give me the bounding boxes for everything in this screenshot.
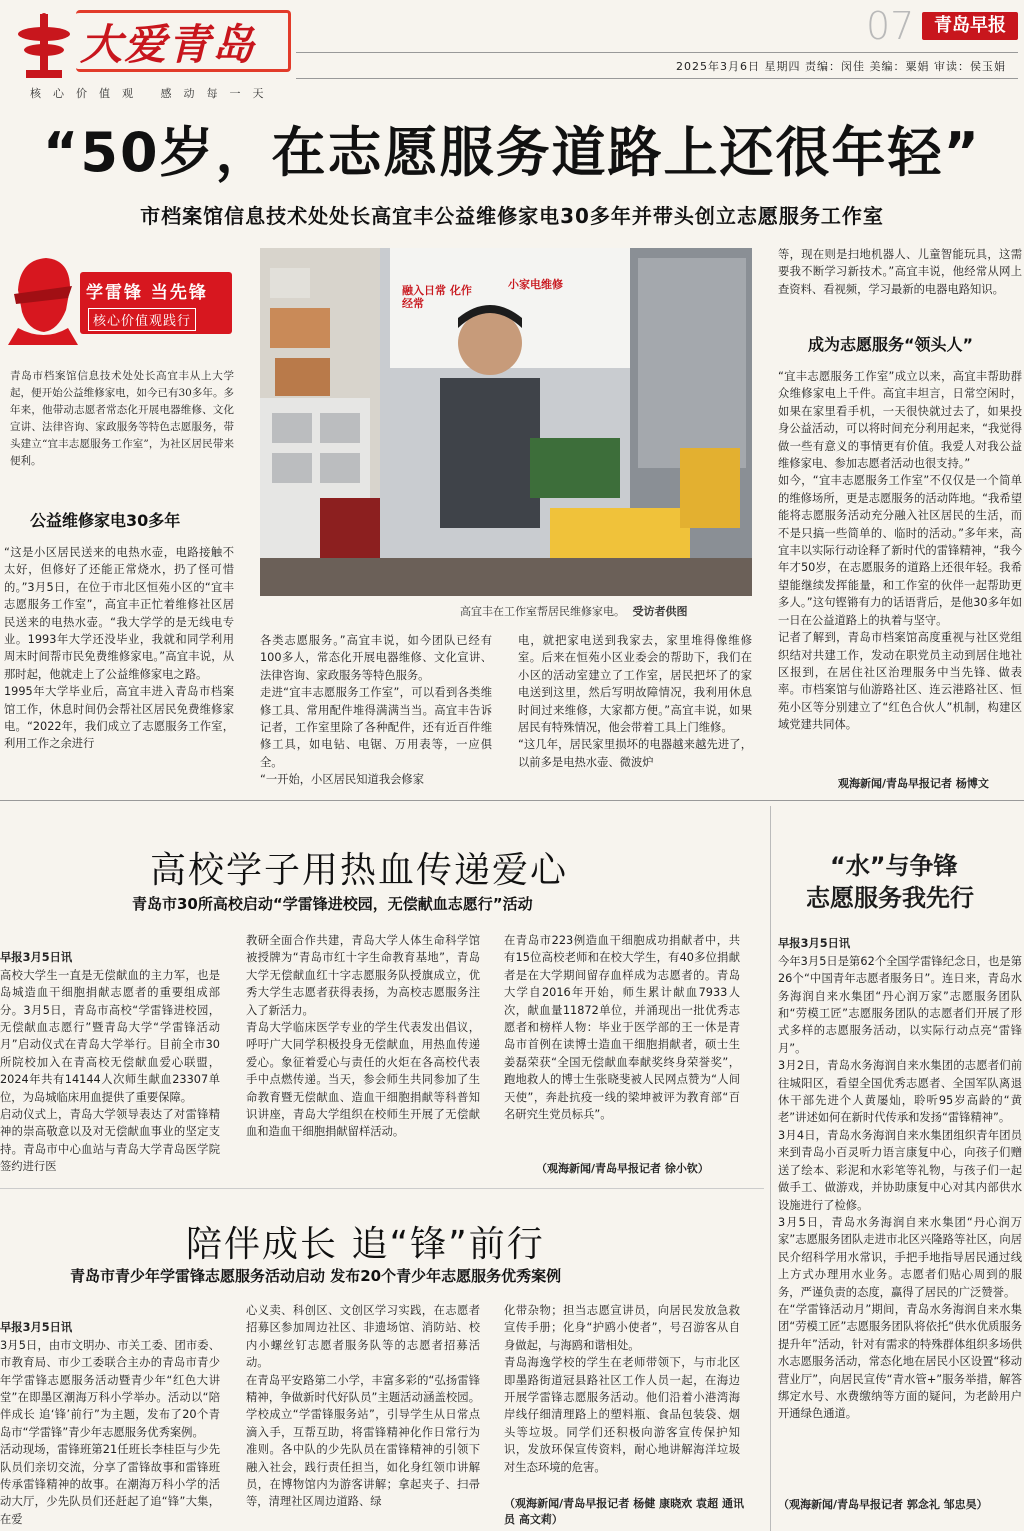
article-divider (0, 1188, 764, 1189)
main-byline: 观海新闻/青岛早报记者 杨博文 (838, 777, 989, 790)
main-column-3: 电，就把家电送到我家去，家里堆得像维修室。后来在恒苑小区业委会的帮助下，我们在小区的活动室建立了工作室，居民把坏了的家电送到这里，然后写明故障情况，我利用休息时间过来维修，大家都方便。”高宜丰说，如果居民有特殊情况，他会带着工具上门维修。 “这几年，居民家里损坏的电器越来越先进了，以前多是电热水壶、微波炉 (518, 634, 752, 769)
photo-sign-left: 融入日常 化作经常 (402, 284, 472, 310)
header-rule (296, 52, 1018, 53)
paper-logo: 青岛早报 (922, 12, 1018, 40)
article2-column-1 (0, 932, 220, 1176)
section-heading-2: 成为志愿服务“领头人” (808, 335, 974, 354)
main-column-1: “这是小区居民送来的电热水壶，电路接触不太好，但修好了还能正常烧水，扔了怪可惜的。”3月5日，在位于市北区恒苑小区的“宜丰志愿服务工作室”，高宜丰正忙着维修社区居民送来的电热水壶。“我大学学的是无线电专业。1993年大学还没毕业，我就和同学利用周末时间帮市民免费维修家电。”高宜丰说，从那时起，他就走上了公益维修家电之路。 1995年大学毕业后，高宜丰进入青岛市档案馆工作，休息时间仍会帮社区居民免费维修家电。“2022年，我们成立了志愿服务工作室，利用工作之余进行 (4, 546, 234, 751)
caption-credit: 受访者供图 (632, 605, 688, 618)
article3-subtitle: 青岛市青少年学雷锋志愿服务活动启动 发布20个青少年志愿服务优秀案例 (70, 1267, 562, 1285)
main-column-2: 各类志愿服务。”高宜丰说，如今团队已经有100多人，常态化开展电器维修、文化宣讲、法律咨询、家政服务等特色服务。 走进“宜丰志愿服务工作室”，可以看到各类维修工具、常用配件堆得满满当当。高宜丰告诉记者，工作室里除了各种配件，还有近百件维修工具，如电钻、电锯、万用表等，一应俱全。 “一开始，小区居民知道我会修家 (260, 634, 492, 787)
article2-lead: 早报3月5日讯 (0, 951, 73, 965)
article4-byline: （观海新闻/青岛早报记者 郭念礼 邹忠昊） (778, 1498, 988, 1511)
page-number: 07 (866, 4, 915, 48)
lei-feng-portrait-icon (8, 250, 78, 345)
section-divider (0, 800, 1024, 801)
article2-column-2: 教研全面合作共建，青岛大学人体生命科学馆被授牌为“青岛市红十字生命教育基地”，青岛大学无偿献血红十字志愿服务队授旗成立，优秀大学生志愿者获得表扬，为高校志愿服务注入了新活力。 青岛大学临床医学专业的学生代表发出倡议，呼吁广大同学积极投身无偿献血，用热血传递爱心。象征着爱心与责任的火炬在各高校代表手中点燃传递。当天，参会师生共同参加了生命教育暨无偿献血、造血干细胞捐献等科普知识讲座，青岛大学组织在校师生开展了无偿献血和造血干细胞捐献留样活动。 (246, 934, 480, 1139)
header-rule-lower (296, 78, 1018, 79)
masthead-title: 大爱青岛 (80, 20, 257, 69)
column-divider (770, 806, 771, 1531)
article3-column-2: 心义卖、科创区、文创区学习实践，在志愿者招募区参加周边社区、非遗场馆、消防站、校内小螺丝钉志愿者服务队等的志愿者招募活动。 在青岛平安路第二小学，丰富多彩的“弘扬雷锋精神，争做新时代好队员”主题活动涵盖校园。学校成立“学雷锋服务站”，引导学生从日常点滴入手，互帮互助，将雷锋精神化作日常行为准则。各中队的少先队员在雷锋精神的引领下融入社会，践行责任担当，如化身红领巾讲解员，在博物馆内为游客讲解；拿起夹子、扫帚等，清理社区周边道路、绿 (246, 1304, 480, 1509)
section-heading-1: 公益维修家电30多年 (30, 511, 181, 530)
article3-col1-text: 3月5日，由市文明办、市关工委、团市委、市教育局、市少工委联合主办的青岛市青少年学雷锋志愿服务活动暨青少年“红色大讲堂”在即墨区潮海万科小学举办。活动以“陪伴成长 追‘锋’前行”为主题，发布了20个青岛市“学雷锋”青少年志愿服务优秀案例。 活动现场，雷锋班第21任班长李桂臣与少先队员们亲切交流，分享了雷锋故事和雷锋班传承雷锋精神的故事。在潮海万科小学的活动大厅，少先队员们还赶起了追“锋”大集，在爱 (0, 1338, 220, 1526)
article3-column-3: 化带杂物；担当志愿宣讲员，向居民发放急救宣传手册；化身“护鸥小使者”，号召游客从自身做起，与海鸥和谐相处。 青岛海逸学校的学生在老师带领下，与市北区即墨路街道冠县路社区工作人员一起，在海边开展学雷锋志愿服务活动。他们沿着小港湾海岸线仔细清理路上的塑料瓶、食品包装袋、烟头等垃圾。同学们还积极向游客宣传保护知识，发放环保宣传资料，耐心地讲解海洋垃圾对生态环境的危害。 (504, 1304, 740, 1474)
main-column-4: “宜丰志愿服务工作室”成立以来，高宜丰帮助群众维修家电上千件。高宜丰坦言，日常空闲时，如果在家里看手机，一天很快就过去了，如果投身公益活动，可以将时间充分利用起来，“我觉得做一些有意义的事情更有价值。我爱人对我公益维修家电、参加志愿者活动也很支持。” 如今，“宜丰志愿服务工作室”不仅仅是一个简单的维修场所，更是志愿服务的活动阵地。“我希望能将志愿服务活动充分融入社区居民的生活，而不是只搞一些简单的、临时的活动。”多年来，高宜丰以实际行动诠释了新时代的雷锋精神，“我今年才50岁，在志愿服务的道路上还很年轻。我希望能继续发挥能量，和工作室的伙伴一起帮助更多人。”这句铿锵有力的话语背后，是他30多年如一日在公益道路上的执着与坚守。 记者了解到，青岛市档案馆高度重视与社区党组织结对共建工作，发动在职党员主动到居住地社区报到，在居住社区治理服务中当先锋、做表率。市档案馆与仙游路社区、连云港路社区、恒苑小区等分别建立了“红色合伙人”机制，构建区域党建共同体。 (778, 370, 1022, 732)
article2-column-3: 在青岛市223例造血干细胞成功捐献者中，共有15位高校老师和在校大学生，有40多位捐献者是在大学期间留存血样成为志愿者的。青岛大学自2016年开始，师生累计献血7933人次，献血量11872单位，并涌现出一批优秀志愿者和榜样人物：毕业于医学部的王一休是青岛市首例在读博士造血干细胞捐献者，硕士生姜磊荣获“全国无偿献血奉献奖终身荣誉奖”，跑地救人的博士生张晓斐被人民网点赞为“人间天使”，奔赴抗疫一线的梁坤被评为教育部“百名研究生党员标兵”。 (504, 934, 740, 1122)
tv-tower-logo-icon (8, 10, 80, 82)
article3-title: 陪伴成长 追“锋”前行 (186, 1224, 545, 1265)
main-headline: “50岁，在志愿服务道路上还很年轻” (42, 121, 982, 184)
article2-subtitle: 青岛市30所高校启动“学雷锋进校园，无偿献血志愿行”活动 (132, 895, 533, 913)
article-intro: 青岛市档案馆信息技术处处长高宜丰从上大学起，便开始公益维修家电，如今已有30多年。多年来，他带动志愿者常态化开展电器维修、文化宣讲、法律咨询、家政服务等特色志愿服务，带头建立“宜丰志愿服务工作室”，为社区居民带来便利。 (10, 370, 234, 467)
badge-subtitle: 核心价值观践行 (88, 308, 196, 331)
article2-title: 高校学子用热血传递爱心 (150, 850, 569, 891)
article3-lead: 早报3月5日讯 (0, 1321, 73, 1335)
article2-byline: （观海新闻/青岛早报记者 徐小钦） (536, 1162, 709, 1175)
article4-lead: 早报3月5日讯 (778, 937, 851, 951)
article-photo (260, 248, 752, 596)
article3-column-1 (0, 1302, 220, 1528)
photo-sign-right: 小家电维修 (508, 278, 563, 291)
article4-body (778, 918, 1022, 1496)
repair-workshop-photo (260, 248, 752, 596)
masthead-slogan: 核心价值观 感动每一天 (30, 87, 276, 100)
article4-title-line2: 志愿服务我先行 (806, 884, 974, 912)
dateline: 2025年3月6日 星期四 责编：闵佳 美编：粟娟 审读：侯玉娟 (676, 60, 1006, 73)
article3-byline: （观海新闻/青岛早报记者 杨健 康晓欢 袁超 通讯员 高文莉） (504, 1497, 744, 1526)
article2-col1-text: 高校大学生一直是无偿献血的主力军，也是岛城造血干细胞捐献志愿者的重要组成部分。3月5日，青岛市高校“学雷锋进校园，无偿献血志愿行”暨青岛大学“学雷锋活动月”启动仪式在青岛大学举行。目前全市30所院校加入在青高校无偿献血爱心联盟，2024年共有14144人次师生献血23307单位，为岛城临床用血提供了重要保障。 启动仪式上，青岛大学领导表达了对雷锋精神的崇高敬意以及对无偿献血事业的坚定支持。青岛市中心血站与青岛大学青岛医学院签约进行医 (0, 968, 220, 1174)
main-column-4-top: 等，现在则是扫地机器人、儿童智能玩具，这需要我不断学习新技术。”高宜丰说，他经常从网上查资料、看视频，学习最新的电器电路知识。 (778, 248, 1022, 296)
photo-caption (460, 603, 688, 619)
article4-title-line1: “水”与争锋 (830, 852, 958, 880)
caption-text: 高宜丰在工作室帮居民维修家电。 (460, 605, 625, 618)
main-subheadline: 市档案馆信息技术处处长高宜丰公益维修家电30多年并带头创立志愿服务工作室 (140, 204, 884, 228)
badge-title: 学雷锋 当先锋 (86, 283, 208, 303)
article4-body-text: 今年3月5日是第62个全国学雷锋纪念日，也是第26个“中国青年志愿者服务日”。连日来，青岛水务海润自来水集团“丹心润万家”志愿服务团队和“劳模工匠”志愿服务团队的志愿者们开展了形式多样的志愿服务活动，以实际行动点亮“雷锋月”。 3月2日，青岛水务海润自来水集团的志愿者们前往城阳区，看望全国优秀志愿者、全国军队离退休干部先进个人黄屡灿，聆听95岁高龄的“黄老”讲述如何在新时代传承和发扬“雷锋精神”。 3月4日，青岛水务海润自来水集团组织青年团员来到青岛小百灵听力语言康复中心，向孩子们赠送了绘本、彩泥和水彩笔等礼物，与孩子们一起做手工、做游戏，并协助康复中心对其内部供水设施进行了检修。 3月5日，青岛水务海润自来水集团“丹心润万家”志愿服务团队走进市北区兴隆路等社区，向居民介绍科学用水常识，手把手地指导居民通过线上方式办理用水业务。志愿者们贴心周到的服务，严谨负责的态度，赢得了居民的广泛赞誉。 在“学雷锋活动月”期间，青岛水务海润自来水集团“劳模工匠”志愿服务团队将依托“供水优质服务提升年”活动，针对有需求的特殊群体组织多场供水志愿服务活动，常态化地在居民小区设置“移动营业厅”，向居民宣传“青水管+”服务举措，解答绑定水号、水费缴纳等方面的疑问，为老龄用户开通绿色通道。 (778, 954, 1022, 1421)
